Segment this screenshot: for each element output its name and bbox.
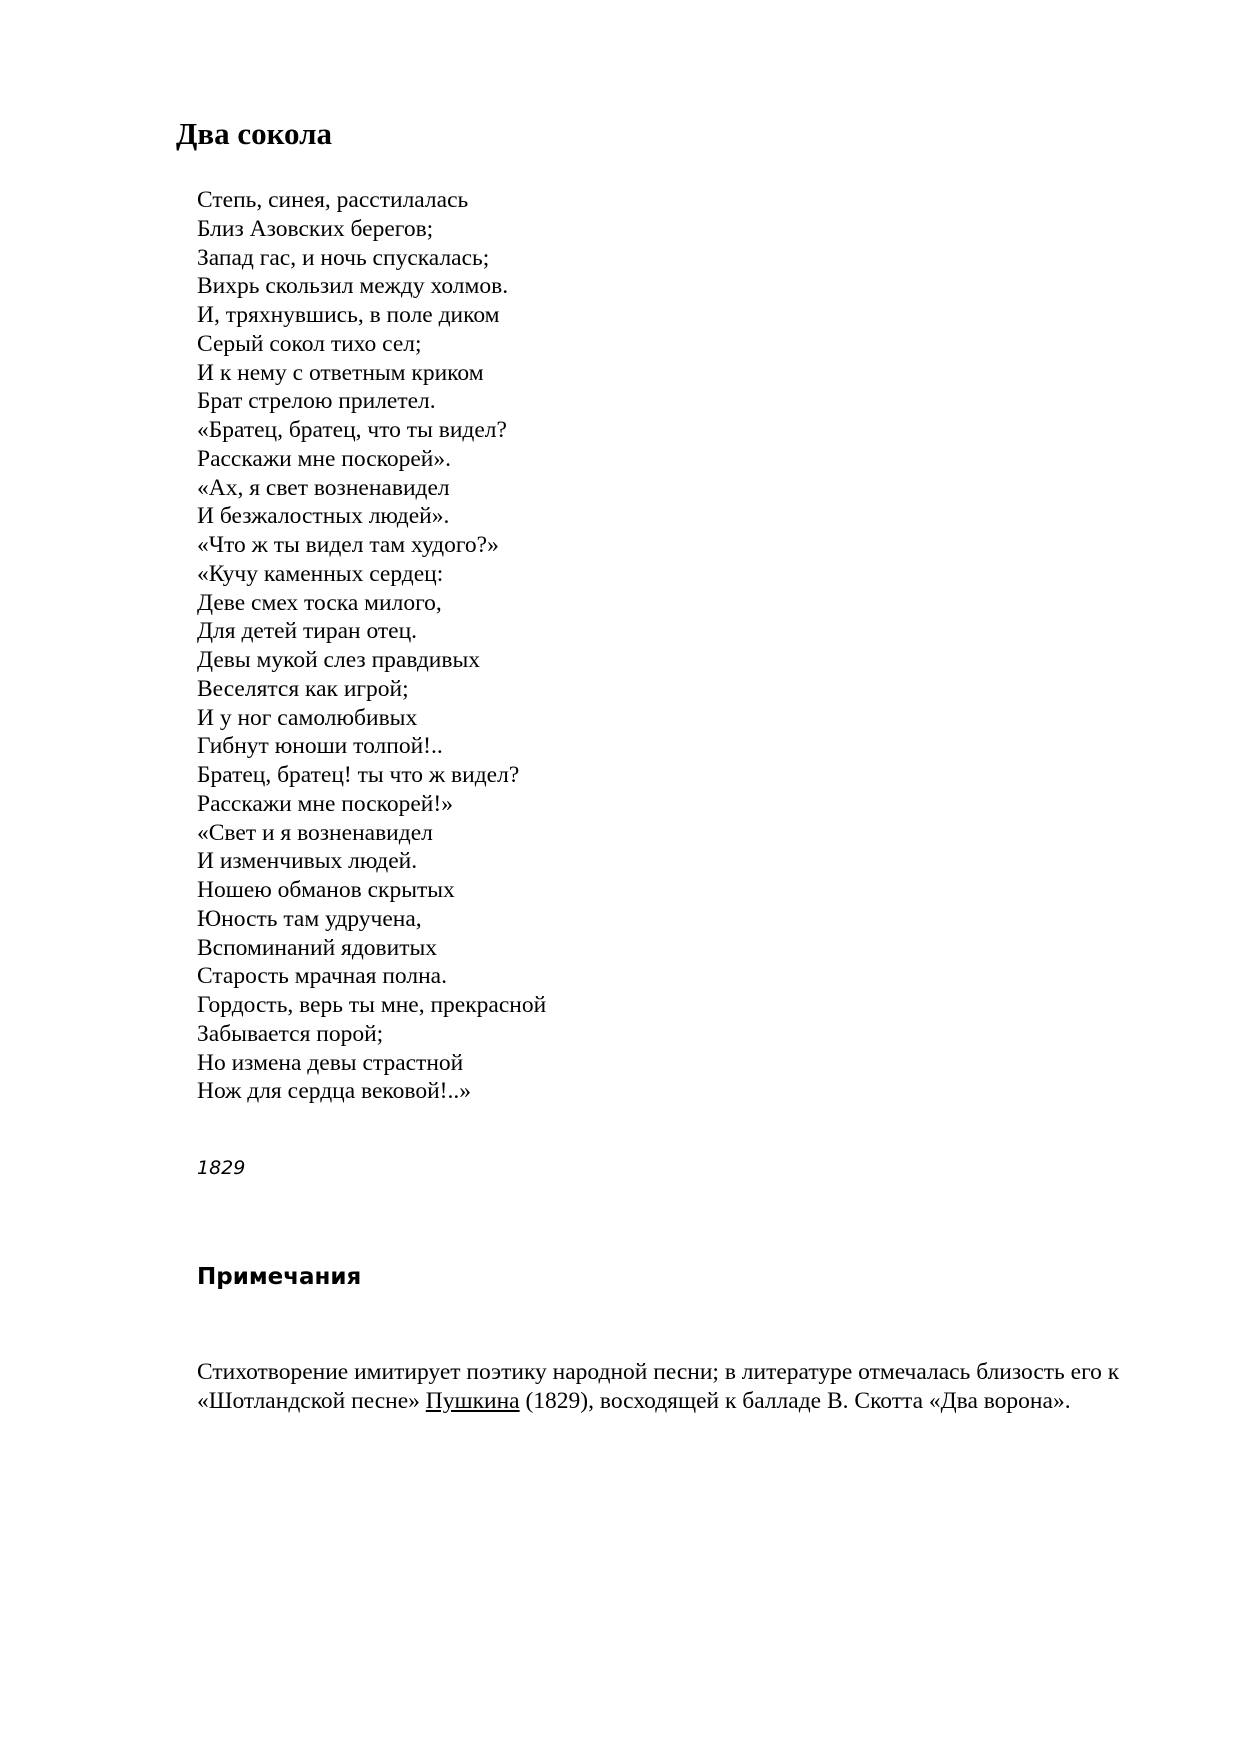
poem-date: 1829 — [197, 1157, 246, 1179]
poem-line: И изменчивых людей. — [197, 848, 418, 875]
poem-line: Запад гас, и ночь спускалась; — [197, 244, 490, 271]
poem-line: Вихрь скользил между холмов. — [197, 273, 509, 300]
poem-line: Гибнут юноши толпой!.. — [197, 733, 443, 760]
poem-line: Гордость, верь ты мне, прекрасной — [197, 992, 547, 1018]
poem-line: «Свет и я возненавидел — [197, 819, 433, 846]
poem-line: «Что ж ты видел там худого?» — [197, 532, 499, 558]
poem-line: Забывается порой; — [197, 1020, 384, 1047]
poem-line: Веселятся как игрой; — [197, 675, 409, 702]
pushkin-link[interactable]: Пушкина — [425, 1387, 520, 1414]
poem-line: Девы мукой слез правдивых — [197, 647, 481, 673]
poem-line: И у ног самолюбивых — [197, 704, 418, 731]
poem-line: «Ах, я свет возненавидел — [197, 474, 450, 501]
poem-line: Степь, синея, расстилалась — [197, 187, 469, 213]
poem-line: Деве смех тоска милого, — [197, 589, 442, 616]
poem-line: И безжалостных людей». — [197, 503, 450, 530]
poem-body — [197, 186, 546, 1106]
poem-line: Вспоминаний ядовитых — [197, 934, 438, 961]
poem-line: Старость мрачная полна. — [197, 963, 447, 990]
poem-line: Юность там удручена, — [197, 905, 422, 932]
page-title: Два сокола — [176, 116, 333, 151]
poem-line: Нож для сердца вековой!..» — [197, 1078, 471, 1105]
poem-line: Расскажи мне поскорей!» — [197, 790, 453, 817]
poem-line: Серый сокол тихо сел; — [197, 330, 422, 357]
poem-line: Брат стрелою прилетел. — [197, 388, 436, 415]
poem-line: Ношею обманов скрытых — [197, 877, 455, 903]
poem-line: «Кучу каменных сердец: — [197, 560, 444, 587]
poem-line: И, тряхнувшись, в поле диком — [197, 302, 500, 328]
poem-line: И к нему с ответным криком — [197, 359, 484, 386]
notes-paragraph — [197, 1358, 1127, 1415]
poem-line: Близ Азовских берегов; — [197, 215, 434, 242]
notes-heading: Примечания — [197, 1264, 362, 1290]
notes-text-after-link: (1829), восходящей к балладе В. Скотта «Два ворона». — [519, 1387, 1071, 1414]
poem-line: Для детей тиран отец. — [197, 618, 418, 645]
notes-text-before-link: Стихотворение имитирует поэтику народной песни; в литературе отмечалась близость его к «Шотландской песне» — [197, 1359, 1120, 1414]
poem-line: Расскажи мне поскорей». — [197, 445, 451, 472]
poem-line: Братец, братец! ты что ж видел? — [197, 762, 520, 788]
poem-line: Но измена девы страстной — [197, 1049, 464, 1076]
poem-line: «Братец, братец, что ты видел? — [197, 417, 507, 443]
